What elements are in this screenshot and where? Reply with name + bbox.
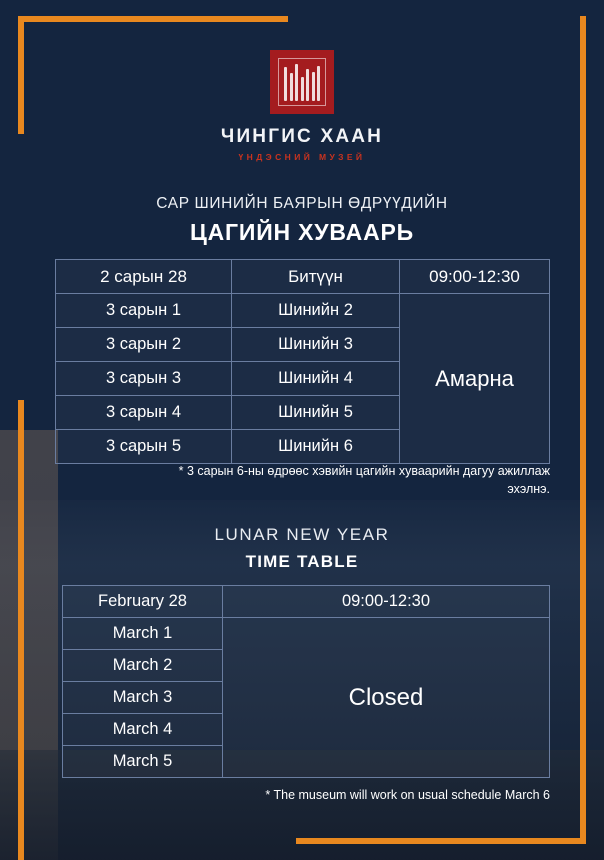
- mn-heading-small: САР ШИНИЙН БАЯРЫН ӨДРҮҮДИЙН: [156, 195, 448, 212]
- mn-cell-lunar-day: Битүүн: [232, 260, 400, 294]
- en-cell-date: March 5: [63, 746, 223, 778]
- en-cell-date: March 2: [63, 650, 223, 682]
- mn-heading-large: ЦАГИЙН ХУВААРЬ: [190, 219, 414, 245]
- mn-cell-lunar-day: Шинийн 6: [232, 430, 400, 464]
- mn-cell-lunar-day: Шинийн 2: [232, 294, 400, 328]
- mn-cell-lunar-day: Шинийн 5: [232, 396, 400, 430]
- mn-cell-date: 3 сарын 4: [56, 396, 232, 430]
- logo-block: [0, 50, 604, 162]
- mn-cell-time: 09:00-12:30: [400, 260, 550, 294]
- en-heading-small: LUNAR NEW YEAR: [214, 525, 390, 544]
- mn-cell-date: 3 сарын 1: [56, 294, 232, 328]
- en-cell-date: February 28: [63, 586, 223, 618]
- en-cell-date: March 4: [63, 714, 223, 746]
- en-cell-date: March 1: [63, 618, 223, 650]
- en-cell-date: March 3: [63, 682, 223, 714]
- museum-name: ЧИНГИС ХААН: [220, 126, 384, 147]
- mn-cell-lunar-day: Шинийн 3: [232, 328, 400, 362]
- table-row: [63, 618, 550, 650]
- en-heading-large: TIME TABLE: [245, 552, 359, 571]
- english-heading-block: [0, 525, 604, 572]
- mongolian-schedule-table: [55, 259, 550, 464]
- mn-cell-date: 3 сарын 3: [56, 362, 232, 396]
- mn-footnote: * 3 сарын 6-ны өдрөөс хэвийн цагийн хуваарийн дагуу ажиллаж эхэлнэ.: [178, 464, 550, 497]
- table-row: [63, 586, 550, 618]
- mn-cell-date: 3 сарын 5: [56, 430, 232, 464]
- mn-cell-date: 2 сарын 28: [56, 260, 232, 294]
- english-schedule-table: [62, 585, 550, 778]
- museum-subtitle: ҮНДЭСНИЙ МУЗЕЙ: [238, 152, 366, 162]
- table-row: [56, 260, 550, 294]
- en-cell-closed: Closed: [223, 618, 550, 778]
- en-footnote: * The museum will work on usual schedule March 6: [265, 788, 550, 802]
- mn-cell-closed: Амарна: [400, 294, 550, 464]
- mongolian-heading-block: [0, 195, 604, 246]
- en-cell-time: 09:00-12:30: [223, 586, 550, 618]
- table-row: [56, 294, 550, 328]
- mn-cell-date: 3 сарын 2: [56, 328, 232, 362]
- museum-emblem-icon: [270, 50, 334, 114]
- mn-cell-lunar-day: Шинийн 4: [232, 362, 400, 396]
